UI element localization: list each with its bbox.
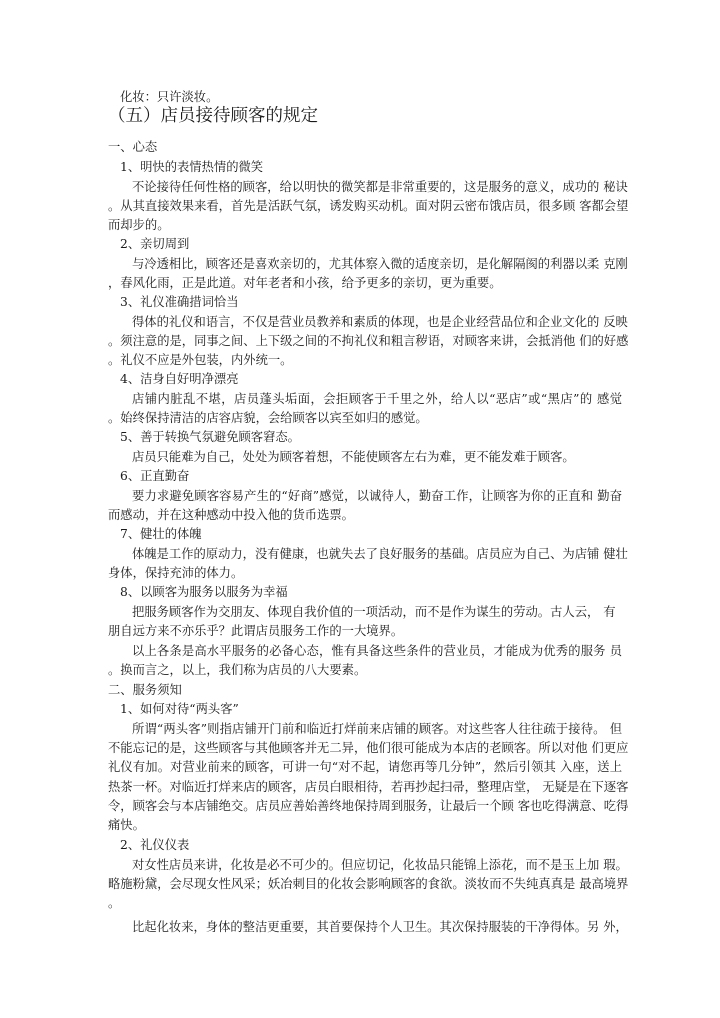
heading-mindset: 一、心态 [108,140,158,154]
paragraph-line: ，春风化雨，正是此道。对年老者和小孩，给予更多的亲切，更为重要。 [108,276,502,290]
paragraph-line: 所谓“两头客”则指店铺开门前和临近打烊前来店铺的顾客。对这些客人往往疏于接待。 但 [132,722,622,736]
paragraph-line: 以上各条是高水平服务的必备心态，惟有具备这些条件的营业员，才能成为优秀的服务 员 [132,644,622,658]
paragraph-line: 不能忘记的是，这些顾客与其他顾客并无二异，他们很可能成为本店的老顾客。所以对他 们更应 [108,741,629,755]
paragraph-line: 。从其直接效果来看，首先是活跃气氛，诱发购买动机。面对阴云密布饿店员，很多顾 客都会望 [108,199,629,213]
paragraph-line: 店员只能难为自己，处处为顾客着想，不能使顾客左右为难，更不能发难于顾客。 [132,450,575,464]
section-title: （五）店员接待顾客的规定 [108,106,318,126]
paragraph-line: 体魄是工作的原动力，没有健康，也就失去了良好服务的基础。店员应为自己、为店铺 健壮 [132,547,628,561]
paragraph-line: 令，顾客会与本店铺绝交。店员应善始善终地保持周到服务，让最后一个顾 客也吃得满意、吃得 [108,799,629,813]
paragraph-line: 身体，保持充沛的体力。 [108,566,244,580]
subheading-6: 6、正直勤奋 [120,469,190,483]
subheading-1: 1、明快的表情热情的微笑 [120,160,264,174]
subheading-7: 7、健壮的体魄 [120,527,202,541]
paragraph-line: 。须注意的是，同事之间、上下级之间的不拘礼仪和粗言秽语，对顾客来讲，会抵消他 们的好感 [108,334,629,348]
subheading-4: 4、洁身自好明净漂亮 [120,372,239,386]
paragraph-line: 。换而言之，以上，我们称为店员的八大要素。 [108,663,367,677]
paragraph-line: 与冷透相比，顾客还是喜欢亲切的，尤其体察入微的适度亲切，是化解隔阂的利器以柔 克刚 [132,257,628,271]
paragraph-line: 热茶一杯。对临近打烊来店的顾客，店员白眼相待，若再抄起扫帚，整理店堂， 无疑是在下逐客 [108,780,629,794]
paragraph-line: 。始终保持清洁的店容店貌，会给顾客以宾至如归的感觉。 [108,411,428,425]
subheading-9: 1、如何对待“两头客” [120,702,239,716]
paragraph-line: 要力求避免顾客容易产生的“好商”感觉，以诚待人，勤奋工作，让顾客为你的正直和 勤奋 [132,489,622,503]
paragraph-line: 不论接待任何性格的顾客，给以明快的微笑都是非常重要的，这是服务的意义，成功的 秘诀 [132,180,628,194]
paragraph-line: 。 [108,896,121,910]
subheading-10: 2、礼仪仪表 [120,838,190,852]
heading-service: 二、服务须知 [108,683,182,697]
subheading-3: 3、礼仪准确措词恰当 [120,295,239,309]
paragraph-line: 痛快。 [108,818,145,832]
paragraph-line: 把服务顾客作为交朋友、体现自我价值的一项活动，而不是作为谋生的劳动。古人云， 有 [132,605,616,619]
paragraph-line: 略施粉黛，会尽现女性风采；妖冶刺目的化妆会影响顾客的食欲。淡妆而不失纯真真是 最高境界 [108,877,629,891]
paragraph-line: 而却步的。 [108,218,170,232]
paragraph-line: 得体的礼仪和语言，不仅是营业员教养和素质的体现，也是企业经营品位和企业文化的 反映 [132,315,628,329]
paragraph-line: 对女性店员来讲，化妆是必不可少的。但应切记，化妆品只能锦上添花，而不是玉上加 瑕。 [132,858,628,872]
subheading-8: 8、以顾客为服务以服务为幸福 [120,585,288,599]
paragraph-line: 礼仪有加。对营业前来的顾客，可讲一句“对不起，请您再等几分钟”，然后引领其 入座，送上 [108,760,622,774]
intro-line: 化妆：只许淡妆。 [120,90,219,104]
paragraph-line: 比起化妆来，身体的整洁更重要，其首要保持个人卫生。其次保持服装的干净得体。另 外， [132,920,628,934]
subheading-5: 5、善于转换气氛避免顾客窘态。 [120,430,300,444]
paragraph-line: 朋自远方来不亦乐乎？此谓店员服务工作的一大境界。 [108,624,404,638]
paragraph-line: 店铺内脏乱不堪，店员蓬头垢面，会拒顾客于千里之外，给人以“恶店”或“黑店”的 感觉 [132,392,622,406]
paragraph-line: 而感动，并在这种感动中投入他的货币选票。 [108,508,354,522]
subheading-2: 2、亲切周到 [120,237,190,251]
paragraph-line: 。礼仪不应是外包装，内外统一。 [108,353,293,367]
